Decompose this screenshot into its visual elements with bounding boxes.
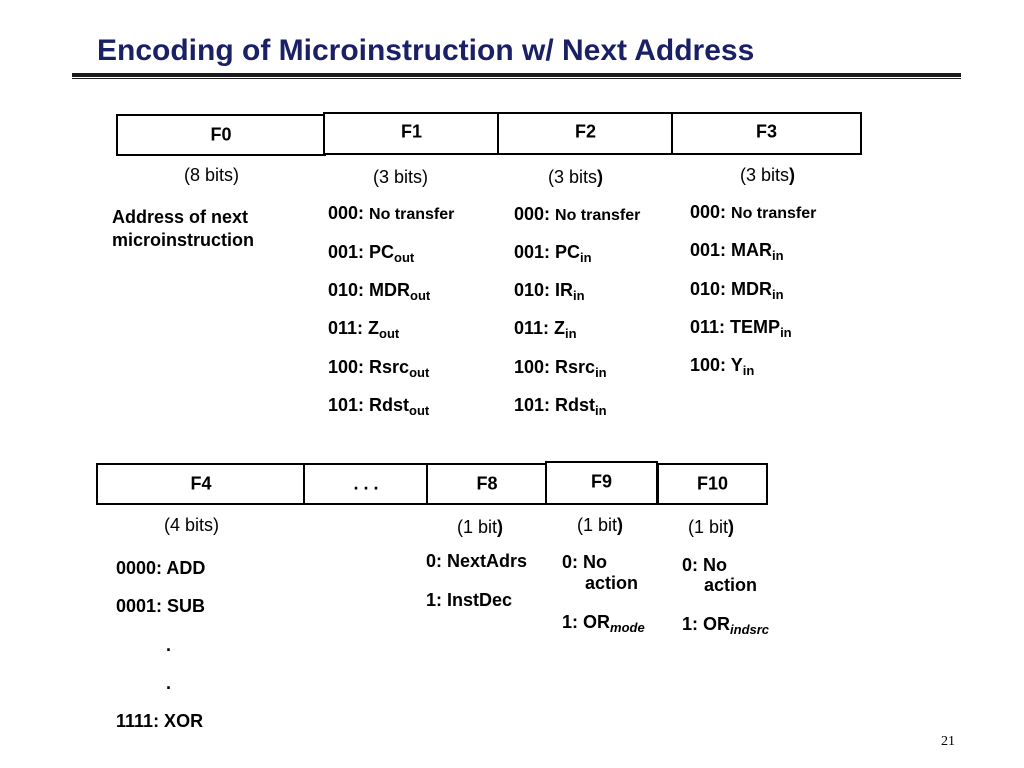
f4-code-1: 0001: SUB	[116, 596, 206, 616]
f3-code-1: 001: $MAR_{in}$	[690, 240, 784, 263]
f1-code-1: 001: $PC_{out}$	[328, 242, 415, 265]
bits-f0: (8 bits)	[184, 165, 240, 185]
f10-code-1: 1: $OR_{indsrc}$	[682, 614, 770, 637]
field-label: F9	[590, 471, 612, 492]
f8-code-1: 1: InstDec	[426, 590, 513, 610]
bits-f1: (3 bits)	[373, 167, 429, 187]
f8-code-0: 0: NextAdrs	[426, 551, 528, 571]
f9-code-0-cont: action	[585, 573, 639, 593]
f0-desc-line1: Address of next	[112, 207, 249, 227]
f4-ellipsis-dot: .	[166, 673, 172, 693]
field-label: F10	[696, 473, 729, 494]
bits-f4: (4 bits)	[164, 515, 220, 535]
f3-code-0: 000: No transfer	[690, 202, 817, 222]
page-title: Encoding of Microinstruction w/ Next Address	[97, 34, 755, 67]
f2-code-0: 000: No transfer	[514, 204, 641, 224]
f9-code-1: 1: $OR_{mode}$	[562, 612, 645, 635]
bits-f10: (1 bit)	[688, 517, 735, 537]
f4-ellipsis-dot: .	[166, 635, 172, 655]
f3-code-3: 011: $TEMP_{in}$	[690, 317, 792, 340]
f2-code-3: 011: $Z_{in}$	[514, 318, 577, 341]
field-label: F2	[574, 121, 596, 142]
field-box-f9	[545, 461, 658, 505]
field-box-ellipsis	[303, 463, 429, 505]
field-box-f1	[323, 112, 500, 155]
bits-f2: (3 bits)	[548, 167, 604, 187]
f9-code-0: 0: No	[562, 552, 607, 572]
f3-code-2: 010: $MDR_{in}$	[690, 279, 784, 302]
field-label: F3	[755, 121, 777, 142]
title-rule	[72, 73, 961, 77]
field-label: F0	[210, 124, 232, 145]
field-box-f8	[426, 463, 548, 505]
f2-code-4: 100: Rsrc$_{in}$	[514, 357, 607, 380]
title-rule-thin	[72, 78, 961, 79]
f4-code-last: 1111: XOR	[116, 711, 204, 731]
f2-code-5: 101: Rdst$_{in}$	[514, 395, 607, 418]
f2-code-1: 001: $PC_{in}$	[514, 242, 592, 265]
f1-code-4: 100: Rsrc$_{out}$	[328, 357, 430, 380]
bits-f9: (1 bit)	[577, 515, 624, 535]
f1-code-2: 010: $MDR_{out}$	[328, 280, 431, 303]
f2-code-2: 010: $IR_{in}$	[514, 280, 585, 303]
field-box-f4	[96, 463, 306, 505]
bits-f3: (3 bits)	[740, 165, 796, 185]
page-number: 21	[941, 734, 955, 749]
f10-code-0-cont: action	[704, 575, 758, 595]
field-box-f0	[116, 114, 326, 156]
field-label: F8	[476, 473, 498, 494]
bits-f8: (1 bit)	[457, 517, 504, 537]
field-label: F1	[400, 121, 422, 142]
field-label: . . .	[353, 473, 379, 494]
f1-code-5: 101: Rdst$_{out}$	[328, 395, 430, 418]
f0-desc-line2: microinstruction	[112, 230, 255, 250]
f4-code-0: 0000: ADD	[116, 558, 206, 578]
field-box-f10	[657, 463, 768, 505]
f1-code-0: 000: No transfer	[328, 203, 455, 223]
f1-code-3: 011: $Z_{out}$	[328, 318, 400, 341]
field-box-f2	[497, 112, 674, 155]
f10-code-0: 0: No	[682, 555, 727, 575]
field-box-f3	[671, 112, 862, 155]
field-label: F4	[190, 473, 212, 494]
f3-code-4: 100: $Y_{in}$	[690, 355, 755, 378]
